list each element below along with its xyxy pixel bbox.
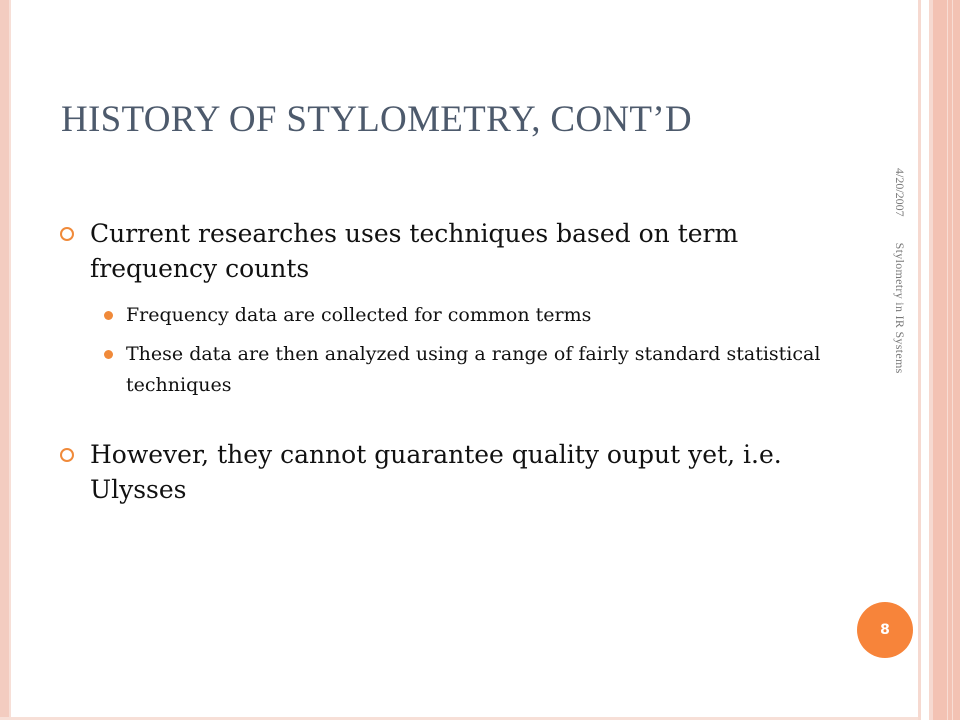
sub-bullet-item: [104, 339, 860, 401]
decorative-stripe: [921, 0, 929, 720]
sub-bullet-text: These data are then analyzed using a range of fairly standard statistical techniques: [126, 343, 821, 396]
dot-bullet-icon: [104, 311, 113, 320]
slide-body: [60, 216, 860, 507]
dot-bullet-icon: [104, 350, 113, 359]
footer-text: Stylometry in IR Systems: [893, 242, 907, 374]
page-number: 8: [880, 622, 890, 638]
slide-date: 4/20/2007: [893, 168, 907, 217]
slide-frame-left: [0, 0, 9, 720]
ring-bullet-icon: [60, 227, 74, 241]
sub-bullet-item: [104, 300, 860, 331]
ring-bullet-icon: [60, 448, 74, 462]
bullet-item: [60, 437, 860, 507]
slide-title: HISTORY OF STYLOMETRY, CONT’D: [61, 99, 692, 140]
slide-frame-left-line: [9, 0, 11, 720]
side-footer-text: [892, 168, 907, 374]
page-number-badge: [857, 602, 913, 658]
sub-bullet-list: [104, 300, 860, 401]
bullet-text: However, they cannot guarantee quality ouput yet, i.e. Ulysses: [90, 440, 782, 504]
decorative-stripe: [952, 0, 953, 720]
bullet-text: Current researches uses techniques based on term frequency counts: [90, 219, 739, 283]
decorative-stripe: [947, 0, 948, 720]
sub-bullet-text: Frequency data are collected for common terms: [126, 304, 592, 326]
bullet-item: [60, 216, 860, 286]
side-footer: [893, 168, 913, 468]
